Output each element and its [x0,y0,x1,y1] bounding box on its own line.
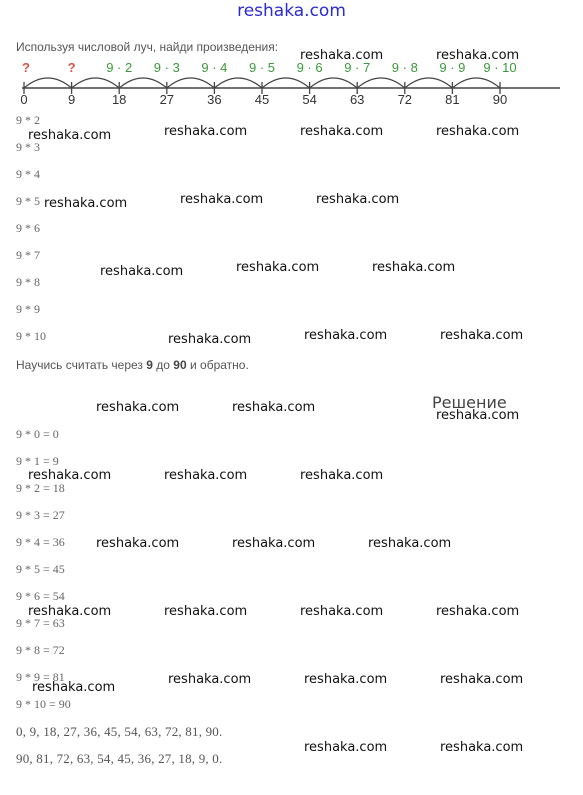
watermark: reshaka.com [436,124,520,139]
expression-item: 9 * 3 [16,140,40,154]
solution-equation: 9 * 5 = 45 [16,562,65,576]
task2-num2: 90 [173,358,187,372]
solution-equation: 9 * 1 = 9 [16,454,59,468]
ray-arc [452,78,500,88]
site-title[interactable]: reshaka.com [237,1,346,21]
task2-num1: 9 [146,358,153,372]
ray-product-label: 9 · 9 [439,60,466,75]
ray-tick-label: 18 [111,92,127,107]
ray-product-label: 9 · 4 [201,60,228,75]
task2-text [16,358,249,372]
watermark: reshaka.com [232,400,316,415]
solution-equation: 9 * 4 = 36 [16,535,65,549]
expression-item: 9 * 4 [16,167,40,181]
ray-tick-label: 45 [254,92,270,107]
watermark: reshaka.com [440,740,524,755]
watermark: reshaka.com [368,536,452,551]
solution-equation: 9 * 9 = 81 [16,670,65,684]
watermark: reshaka.com [96,536,180,551]
watermark: reshaka.com [304,740,388,755]
expression-item: 9 * 6 [16,221,40,235]
watermark: reshaka.com [304,672,388,687]
expression-item: 9 * 8 [16,275,40,289]
watermark: reshaka.com [440,672,524,687]
expression-item: 9 * 10 [16,329,46,343]
watermark: reshaka.com [164,468,248,483]
watermark: reshaka.com [300,604,384,619]
ray-arcs [22,60,517,88]
ray-arc [405,78,453,88]
ray-product-label: 9 · 2 [106,60,133,75]
ray-tick-label: 27 [159,92,175,107]
watermark: reshaka.com [436,48,520,63]
watermark: reshaka.com [164,124,248,139]
watermark: reshaka.com [236,260,320,275]
watermark: reshaka.com [96,400,180,415]
solution-equation: 9 * 6 = 54 [16,589,65,603]
watermark: reshaka.com [164,604,248,619]
ray-product-label: 9 · 7 [344,60,371,75]
task2-middle: до [152,358,174,372]
solution-equation: 9 * 2 = 18 [16,481,65,495]
task2-prefix: Научись считать через [16,358,147,372]
task2-suffix: и обратно. [186,358,249,372]
watermark: reshaka.com [316,192,400,207]
expression-item: 9 * 2 [16,113,40,127]
expression-item: 9 * 5 [16,194,40,208]
count-backward: 90, 81, 72, 63, 54, 45, 36, 27, 18, 9, 0. [16,751,223,766]
watermark: reshaka.com [304,328,388,343]
expression-item: 9 * 9 [16,302,40,316]
ray-tick-label: 81 [445,92,460,107]
ray-product-label: 9 · 3 [153,60,180,75]
ray-arc [72,78,120,88]
watermark: reshaka.com [28,128,112,143]
watermark: reshaka.com [100,264,184,279]
ray-arc [167,78,215,88]
watermark: reshaka.com [28,468,112,483]
solution-heading: Решение [432,393,507,412]
watermark: reshaka.com [180,192,264,207]
ray-tick-label: 63 [349,92,365,107]
ray-product-label: 9 · 8 [391,60,418,75]
ray-arc [119,78,167,88]
watermark: reshaka.com [168,672,252,687]
ray-tick-label: 0 [20,92,28,107]
watermark: reshaka.com [440,328,524,343]
ray-product-label: 9 · 5 [248,60,276,75]
watermark: reshaka.com [232,536,316,551]
ray-arc [24,78,72,88]
watermark: reshaka.com [168,332,252,347]
ray-tick-label: 36 [207,92,222,107]
ray-arc [214,78,262,88]
solution-equation: 9 * 7 = 63 [16,616,65,630]
ray-question-label: ? [22,60,30,75]
expression-item: 9 * 7 [16,248,40,262]
watermark: reshaka.com [44,196,128,211]
ray-arc [262,78,310,88]
watermark: reshaka.com [28,604,112,619]
task1-text: Используя числовой луч, найди произведения: [16,40,279,54]
ray-tick-label: 54 [302,92,317,107]
ray-tick-label: 72 [397,92,413,107]
solution-equation: 9 * 10 = 90 [16,697,71,711]
watermark: reshaka.com [300,48,384,63]
ray-question-label: ? [67,60,76,75]
ray-tick-label: 9 [67,92,76,107]
watermark: reshaka.com [436,408,520,423]
watermark: reshaka.com [32,680,116,695]
watermark: reshaka.com [300,468,384,483]
watermark: reshaka.com [436,604,520,619]
watermark: reshaka.com [300,124,384,139]
watermark: reshaka.com [372,260,456,275]
ray-product-label: 9 · 10 [483,60,517,75]
ray-tick-label: 90 [492,92,508,107]
solution-equation: 9 * 0 = 0 [16,427,59,441]
ray-arc [357,78,405,88]
ray-product-label: 9 · 6 [296,60,323,75]
solution-equation: 9 * 3 = 27 [16,508,65,522]
count-forward: 0, 9, 18, 27, 36, 45, 54, 63, 72, 81, 90. [16,724,223,739]
ray-arc [310,78,358,88]
solution-equation: 9 * 8 = 72 [16,643,65,657]
